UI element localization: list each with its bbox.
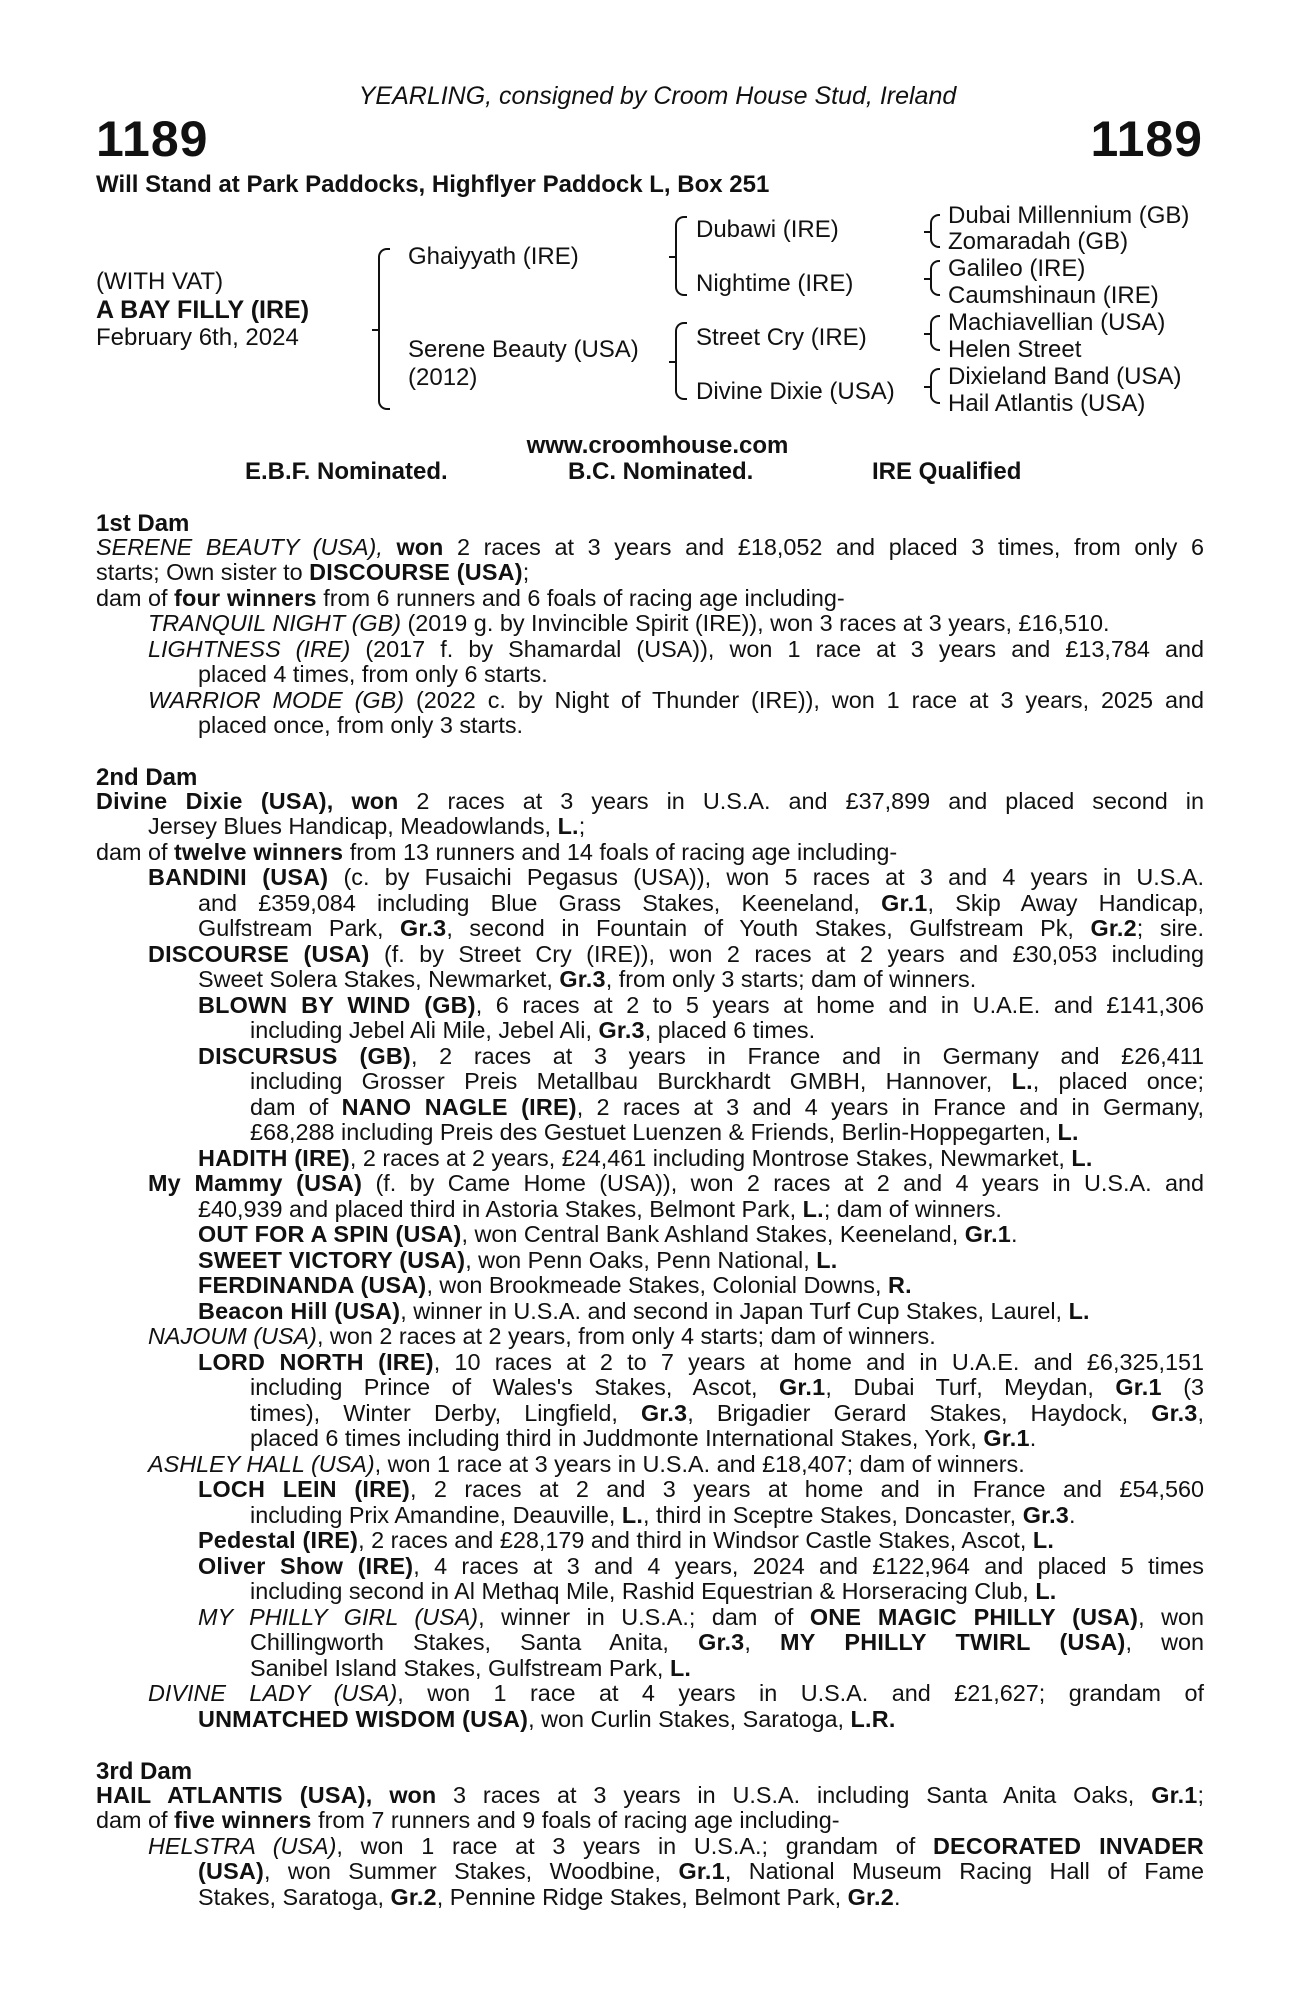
dam2-produce: including Jebel Ali Mile, Jebel Ali, Gr.3, placed 6 times. <box>250 1017 816 1043</box>
dam2-produce: ASHLEY HALL (USA), won 1 race at 3 years in U.S.A. and £18,407; dam of winners. <box>148 1451 1025 1477</box>
dam2-produce: placed 6 times including third in Juddmonte International Stakes, York, Gr.1. <box>250 1425 1037 1451</box>
dam2-produce: including Grosser Preis Metallbau Burckhardt GMBH, Hannover, L., placed once; <box>250 1068 1204 1094</box>
ebf-nomination: E.B.F. Nominated. <box>245 458 448 485</box>
dam3-line: HAIL ATLANTIS (USA), won 3 races at 3 years in U.S.A. including Santa Anita Oaks, Gr.1; <box>96 1782 1205 1808</box>
dam1-produce: WARRIOR MODE (GB) (2022 c. by Night of Thunder (IRE)), won 1 race at 3 years, 2025 and <box>148 687 1205 713</box>
pedigree-ssd: Zomaradah (GB) <box>948 228 1129 255</box>
dam2-line: Divine Dixie (USA), won 2 races at 3 years in U.S.A. and £37,899 and placed second in <box>96 788 1204 814</box>
pedigree-dss: Machiavellian (USA) <box>948 309 1166 336</box>
pedigree-sd: Nightime (IRE) <box>696 270 854 297</box>
dam2-produce: including Prince of Wales's Stakes, Ascot, Gr.1, Dubai Turf, Meydan, Gr.1 (3 <box>250 1374 1205 1400</box>
dam2-produce: Pedestal (IRE), 2 races and £28,179 and third in Windsor Castle Stakes, Ascot, L. <box>198 1527 1055 1553</box>
dam2-produce: DIVINE LADY (USA), won 1 race at 4 years in U.S.A. and £21,627; grandam of <box>148 1680 1204 1706</box>
pedigree-sss: Dubai Millennium (GB) <box>948 202 1190 229</box>
dam2-produce: BLOWN BY WIND (GB), 6 races at 2 to 5 years at home and in U.A.E. and £141,306 <box>198 992 1204 1018</box>
third-dam-heading: 3rd Dam <box>96 1758 193 1785</box>
dam3-produce: Stakes, Saratoga, Gr.2, Pennine Ridge Stakes, Belmont Park, Gr.2. <box>198 1884 901 1910</box>
dam1-produce: LIGHTNESS (IRE) (2017 f. by Shamardal (USA)), won 1 race at 3 years and £13,784 and <box>148 636 1204 662</box>
dam1-line: SERENE BEAUTY (USA), won 2 races at 3 years and £18,052 and placed 3 times, from only 6 <box>96 534 1204 560</box>
pedigree-sdd: Caumshinaun (IRE) <box>948 282 1159 309</box>
dam2-produce: including Prix Amandine, Deauville, L., third in Sceptre Stakes, Doncaster, Gr.3. <box>250 1502 1076 1528</box>
pedigree-dam-year: (2012) <box>408 364 478 391</box>
pedigree-bracket-sd <box>930 260 940 296</box>
dam2-produce: Sweet Solera Stakes, Newmarket, Gr.3, from only 3 starts; dam of winners. <box>198 966 977 992</box>
website-link[interactable]: www.croomhouse.com <box>526 432 789 459</box>
dam2-produce: My Mammy (USA) (f. by Came Home (USA)), won 2 races at 2 and 4 years in U.S.A. and <box>148 1170 1204 1196</box>
dam1-line: starts; Own sister to DISCOURSE (USA); <box>96 559 530 585</box>
dam1-line: dam of four winners from 6 runners and 6 foals of racing age including- <box>96 585 845 611</box>
pedigree-ds: Street Cry (IRE) <box>696 324 867 351</box>
dam2-produce: DISCOURSE (USA) (f. by Street Cry (IRE)), won 2 races at 2 years and £30,053 including <box>148 941 1205 967</box>
first-dam-heading: 1st Dam <box>96 510 190 537</box>
dam2-produce: OUT FOR A SPIN (USA), won Central Bank Ashland Stakes, Keeneland, Gr.1. <box>198 1221 1018 1247</box>
pedigree-dds: Dixieland Band (USA) <box>948 363 1182 390</box>
dam1-produce: placed once, from only 3 starts. <box>198 712 524 738</box>
horse-name: A BAY FILLY (IRE) <box>96 296 310 324</box>
pedigree-bracket-dd <box>930 368 940 404</box>
dam3-produce: (USA), won Summer Stakes, Woodbine, Gr.1, National Museum Racing Hall of Fame <box>198 1858 1204 1884</box>
dam2-produce: SWEET VICTORY (USA), won Penn Oaks, Penn National, L. <box>198 1247 838 1273</box>
pedigree-bracket-main <box>378 248 390 410</box>
dam3-line: dam of five winners from 7 runners and 9 foals of racing age including- <box>96 1807 840 1833</box>
dam2-produce: BANDINI (USA) (c. by Fusaichi Pegasus (USA)), won 5 races at 3 and 4 years in U.S.A. <box>148 864 1205 890</box>
dam2-produce: including second in Al Methaq Mile, Rashid Equestrian & Horseracing Club, L. <box>250 1578 1057 1604</box>
pedigree-bracket-sire <box>675 216 687 296</box>
dam1-produce: placed 4 times, from only 6 starts. <box>198 661 548 687</box>
dam2-produce: and £359,084 including Blue Grass Stakes, Keeneland, Gr.1, Skip Away Handicap, <box>198 890 1205 916</box>
dam2-produce: UNMATCHED WISDOM (USA), won Curlin Stakes, Saratoga, L.R. <box>198 1706 896 1732</box>
dam2-produce: Beacon Hill (USA), winner in U.S.A. and second in Japan Turf Cup Stakes, Laurel, L. <box>198 1298 1090 1324</box>
pedigree-bracket-ss <box>930 214 940 248</box>
pedigree-dd: Divine Dixie (USA) <box>696 378 895 405</box>
pedigree-dsd: Helen Street <box>948 336 1082 363</box>
dam2-produce: NAJOUM (USA), won 2 races at 2 years, from only 4 starts; dam of winners. <box>148 1323 936 1349</box>
second-dam-heading: 2nd Dam <box>96 764 198 791</box>
dam2-produce: Gulfstream Park, Gr.3, second in Fountain of Youth Stakes, Gulfstream Pk, Gr.2; sire. <box>198 915 1205 941</box>
dam2-produce: Oliver Show (IRE), 4 races at 3 and 4 years, 2024 and £122,964 and placed 5 times <box>198 1553 1205 1579</box>
pedigree-bracket-ds <box>930 315 940 351</box>
dam2-line: Jersey Blues Handicap, Meadowlands, L.; <box>148 813 586 839</box>
lot-number-left: 1189 <box>96 111 209 167</box>
dam2-produce: HADITH (IRE), 2 races at 2 years, £24,461 including Montrose Stakes, Newmarket, L. <box>198 1145 1093 1171</box>
dam2-produce: Chillingworth Stakes, Santa Anita, Gr.3, MY PHILLY TWIRL (USA), won <box>250 1629 1205 1655</box>
dam1-produce: TRANQUIL NIGHT (GB) (2019 g. by Invincible Spirit (IRE)), won 3 races at 3 years, £16,510. <box>148 610 1110 636</box>
dam2-produce: £40,939 and placed third in Astoria Stakes, Belmont Park, L.; dam of winners. <box>198 1196 1002 1222</box>
dam2-produce: LORD NORTH (IRE), 10 races at 2 to 7 years at home and in U.A.E. and £6,325,151 <box>198 1349 1204 1375</box>
pedigree-ddd: Hail Atlantis (USA) <box>948 390 1146 417</box>
consignor-line: YEARLING, consigned by Croom House Stud, Ireland <box>358 82 957 110</box>
pedigree-sds: Galileo (IRE) <box>948 255 1086 282</box>
horse-dob: February 6th, 2024 <box>96 324 299 351</box>
dam2-produce: times), Winter Derby, Lingfield, Gr.3, Brigadier Gerard Stakes, Haydock, Gr.3, <box>250 1400 1205 1426</box>
dam2-line: dam of twelve winners from 13 runners and 14 foals of racing age including- <box>96 839 898 865</box>
pedigree-ss: Dubawi (IRE) <box>696 216 839 243</box>
vat-note: (WITH VAT) <box>96 268 224 295</box>
lot-number-right: 1189 <box>1090 111 1203 167</box>
pedigree-bracket-dam <box>675 322 687 400</box>
dam2-produce: LOCH LEIN (IRE), 2 races at 2 and 3 years at home and in France and £54,560 <box>198 1476 1204 1502</box>
dam2-produce: Sanibel Island Stakes, Gulfstream Park, L. <box>250 1655 692 1681</box>
stand-location: Will Stand at Park Paddocks, Highflyer Paddock L, Box 251 <box>96 171 770 198</box>
dam2-produce: DISCURSUS (GB), 2 races at 3 years in France and in Germany and £26,411 <box>198 1043 1205 1069</box>
pedigree-dam: Serene Beauty (USA) <box>408 336 639 363</box>
bc-nomination: B.C. Nominated. <box>568 458 754 485</box>
dam2-produce: £68,288 including Preis des Gestuet Luenzen & Friends, Berlin-Hoppegarten, L. <box>250 1119 1079 1145</box>
dam2-produce: MY PHILLY GIRL (USA), winner in U.S.A.; dam of ONE MAGIC PHILLY (USA), won <box>198 1604 1205 1630</box>
pedigree-sire: Ghaiyyath (IRE) <box>408 243 579 270</box>
dam2-produce: FERDINANDA (USA), won Brookmeade Stakes, Colonial Downs, R. <box>198 1272 912 1298</box>
dam2-produce: dam of NANO NAGLE (IRE), 2 races at 3 and 4 years in France and in Germany, <box>250 1094 1205 1120</box>
dam3-produce: HELSTRA (USA), won 1 race at 3 years in U.S.A.; grandam of DECORATED INVADER <box>148 1833 1204 1859</box>
ire-qualified: IRE Qualified <box>872 458 1022 485</box>
